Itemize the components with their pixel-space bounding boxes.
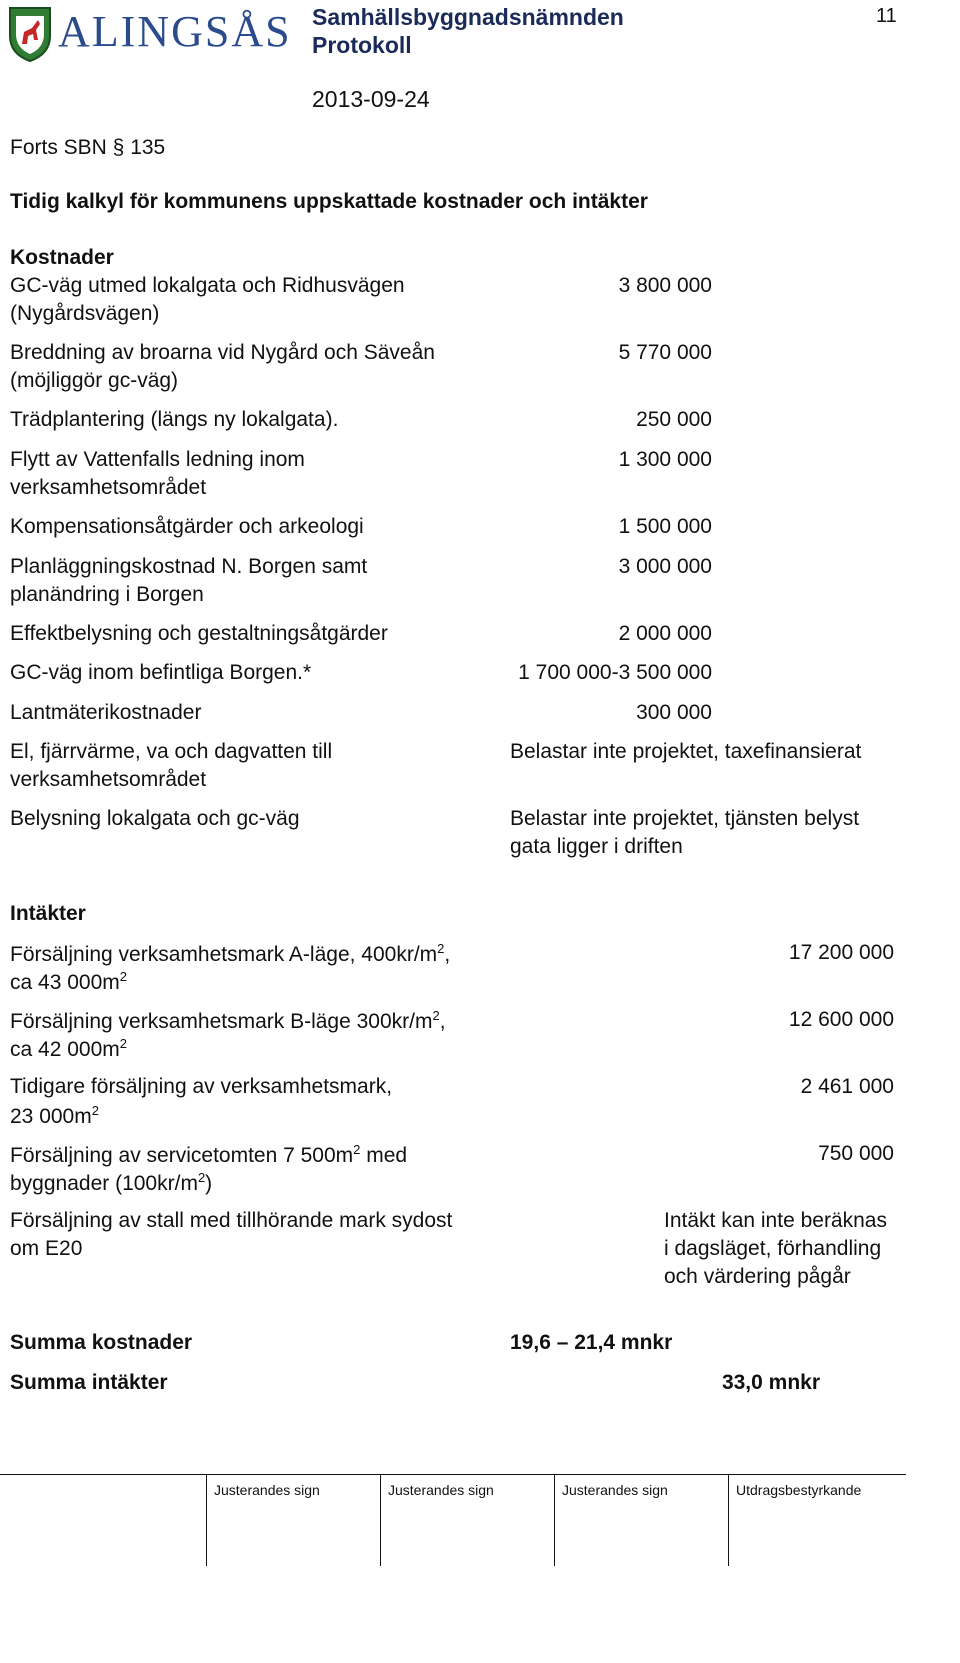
signature-field: Justerandes sign (214, 1482, 320, 1498)
income-value: 17 200 000 (788, 941, 894, 964)
meeting-date: 2013-09-24 (312, 86, 430, 112)
total-costs-value: 19,6 – 21,4 mnkr (510, 1331, 673, 1354)
cost-label: Effektbelysning och gestaltningsåtgärder (10, 622, 388, 645)
cost-label: GC-väg utmed lokalgata och Ridhusvägen (10, 274, 405, 297)
superscript: 2 (432, 1008, 440, 1023)
cost-value: 300 000 (636, 701, 712, 724)
superscript: 2 (91, 1103, 99, 1118)
income-value: 2 461 000 (800, 1075, 894, 1098)
income-label-text: Försäljning verksamhetsmark B-läge 300kr/m (10, 1010, 433, 1033)
cost-label: Planläggningskostnad N. Borgen samt (10, 555, 368, 578)
footer-divider (728, 1474, 729, 1566)
income-value: 12 600 000 (788, 1008, 894, 1031)
income-label: Försäljning av stall med tillhörande mark sydost (10, 1209, 453, 1232)
cost-value: 3 000 000 (618, 555, 712, 578)
cost-label: Breddning av broarna vid Nygård och Säveån (10, 341, 435, 364)
income-note: i dagsläget, förhandling (664, 1237, 882, 1260)
income-label (10, 969, 127, 995)
income-label (10, 941, 450, 967)
income-value: 750 000 (818, 1142, 894, 1165)
income-note: och värdering pågår (664, 1265, 851, 1288)
income-label-text: Försäljning av servicetomten 7 500m (10, 1144, 354, 1167)
footer-rule (0, 1474, 906, 1475)
income-label (10, 1075, 392, 1099)
income-label-text: med (360, 1144, 408, 1167)
footer-divider (380, 1474, 381, 1566)
cost-value: 1 700 000-3 500 000 (518, 661, 712, 684)
cost-label: Kompensationsåtgärder och arkeologi (10, 515, 364, 538)
superscript: 2 (353, 1142, 361, 1157)
cost-label: (Nygårdsvägen) (10, 302, 160, 325)
income-label (10, 1142, 407, 1168)
income-label-text: , (444, 943, 451, 966)
cost-note: Belastar inte projektet, tjänsten belyst (510, 807, 860, 830)
income-label-text: ca 42 000m (10, 1038, 120, 1061)
page-number: 11 (876, 5, 897, 27)
cost-label: Belysning lokalgata och gc-väg (10, 807, 300, 830)
superscript: 2 (437, 941, 445, 956)
footer-divider (206, 1474, 207, 1566)
cost-value: 1 500 000 (618, 515, 712, 538)
total-income-value: 33,0 mnkr (721, 1371, 820, 1394)
section-reference: Forts SBN § 135 (10, 136, 166, 159)
superscript: 2 (119, 969, 127, 984)
committee-name: Samhällsbyggnadsnämnden (312, 4, 624, 30)
cost-label: planändring i Borgen (10, 583, 204, 606)
certification-field: Utdragsbestyrkande (736, 1482, 862, 1498)
cost-value: 1 300 000 (618, 448, 712, 471)
costs-heading: Kostnader (10, 246, 114, 269)
cost-note: gata ligger i driften (510, 835, 683, 858)
income-label-text: Försäljning verksamhetsmark A-läge, 400kr/m (10, 943, 438, 966)
income-label-text: ) (205, 1172, 213, 1195)
income-label-text: Tidigare försäljning av verksamhetsmark, (10, 1075, 393, 1098)
cost-value: 2 000 000 (618, 622, 712, 645)
cost-value: 3 800 000 (618, 274, 712, 297)
income-label-text: 23 000m (10, 1105, 92, 1128)
income-heading: Intäkter (10, 902, 86, 925)
income-label (10, 1170, 212, 1196)
cost-label: El, fjärrvärme, va och dagvatten till (10, 740, 333, 763)
page-title: Tidig kalkyl för kommunens uppskattade kostnader och intäkter (10, 190, 648, 213)
cost-label: Lantmäterikostnader (10, 701, 202, 724)
cost-label: verksamhetsområdet (10, 768, 207, 791)
income-label (10, 1008, 446, 1034)
cost-note: Belastar inte projektet, taxefinansierat (510, 740, 862, 763)
income-label (10, 1103, 99, 1129)
income-label (10, 1036, 127, 1062)
total-income-label: Summa intäkter (10, 1371, 168, 1394)
cost-value: 5 770 000 (618, 341, 712, 364)
cost-value: 250 000 (636, 408, 712, 431)
signature-field: Justerandes sign (562, 1482, 668, 1498)
municipality-logo (8, 6, 298, 68)
footer-divider (554, 1474, 555, 1566)
cost-label: (möjliggör gc-väg) (10, 369, 179, 392)
cost-label: GC-väg inom befintliga Borgen.* (10, 661, 312, 684)
income-label-text: , (439, 1010, 446, 1033)
superscript: 2 (197, 1170, 206, 1185)
income-note: Intäkt kan inte beräknas (664, 1209, 887, 1232)
income-label-text: ca 43 000m (10, 971, 120, 994)
coat-of-arms-icon (8, 6, 52, 62)
income-label-text: byggnader (100kr/m (10, 1172, 198, 1195)
signature-field: Justerandes sign (388, 1482, 494, 1498)
logo-wordmark: ALINGSÅS (58, 7, 292, 56)
cost-label: Flytt av Vattenfalls ledning inom (10, 448, 305, 471)
cost-label: verksamhetsområdet (10, 476, 207, 499)
income-label: om E20 (10, 1237, 83, 1260)
total-costs-label: Summa kostnader (10, 1331, 193, 1354)
cost-label: Trädplantering (längs ny lokalgata). (10, 408, 339, 431)
document-type: Protokoll (312, 32, 412, 58)
superscript: 2 (119, 1036, 127, 1051)
